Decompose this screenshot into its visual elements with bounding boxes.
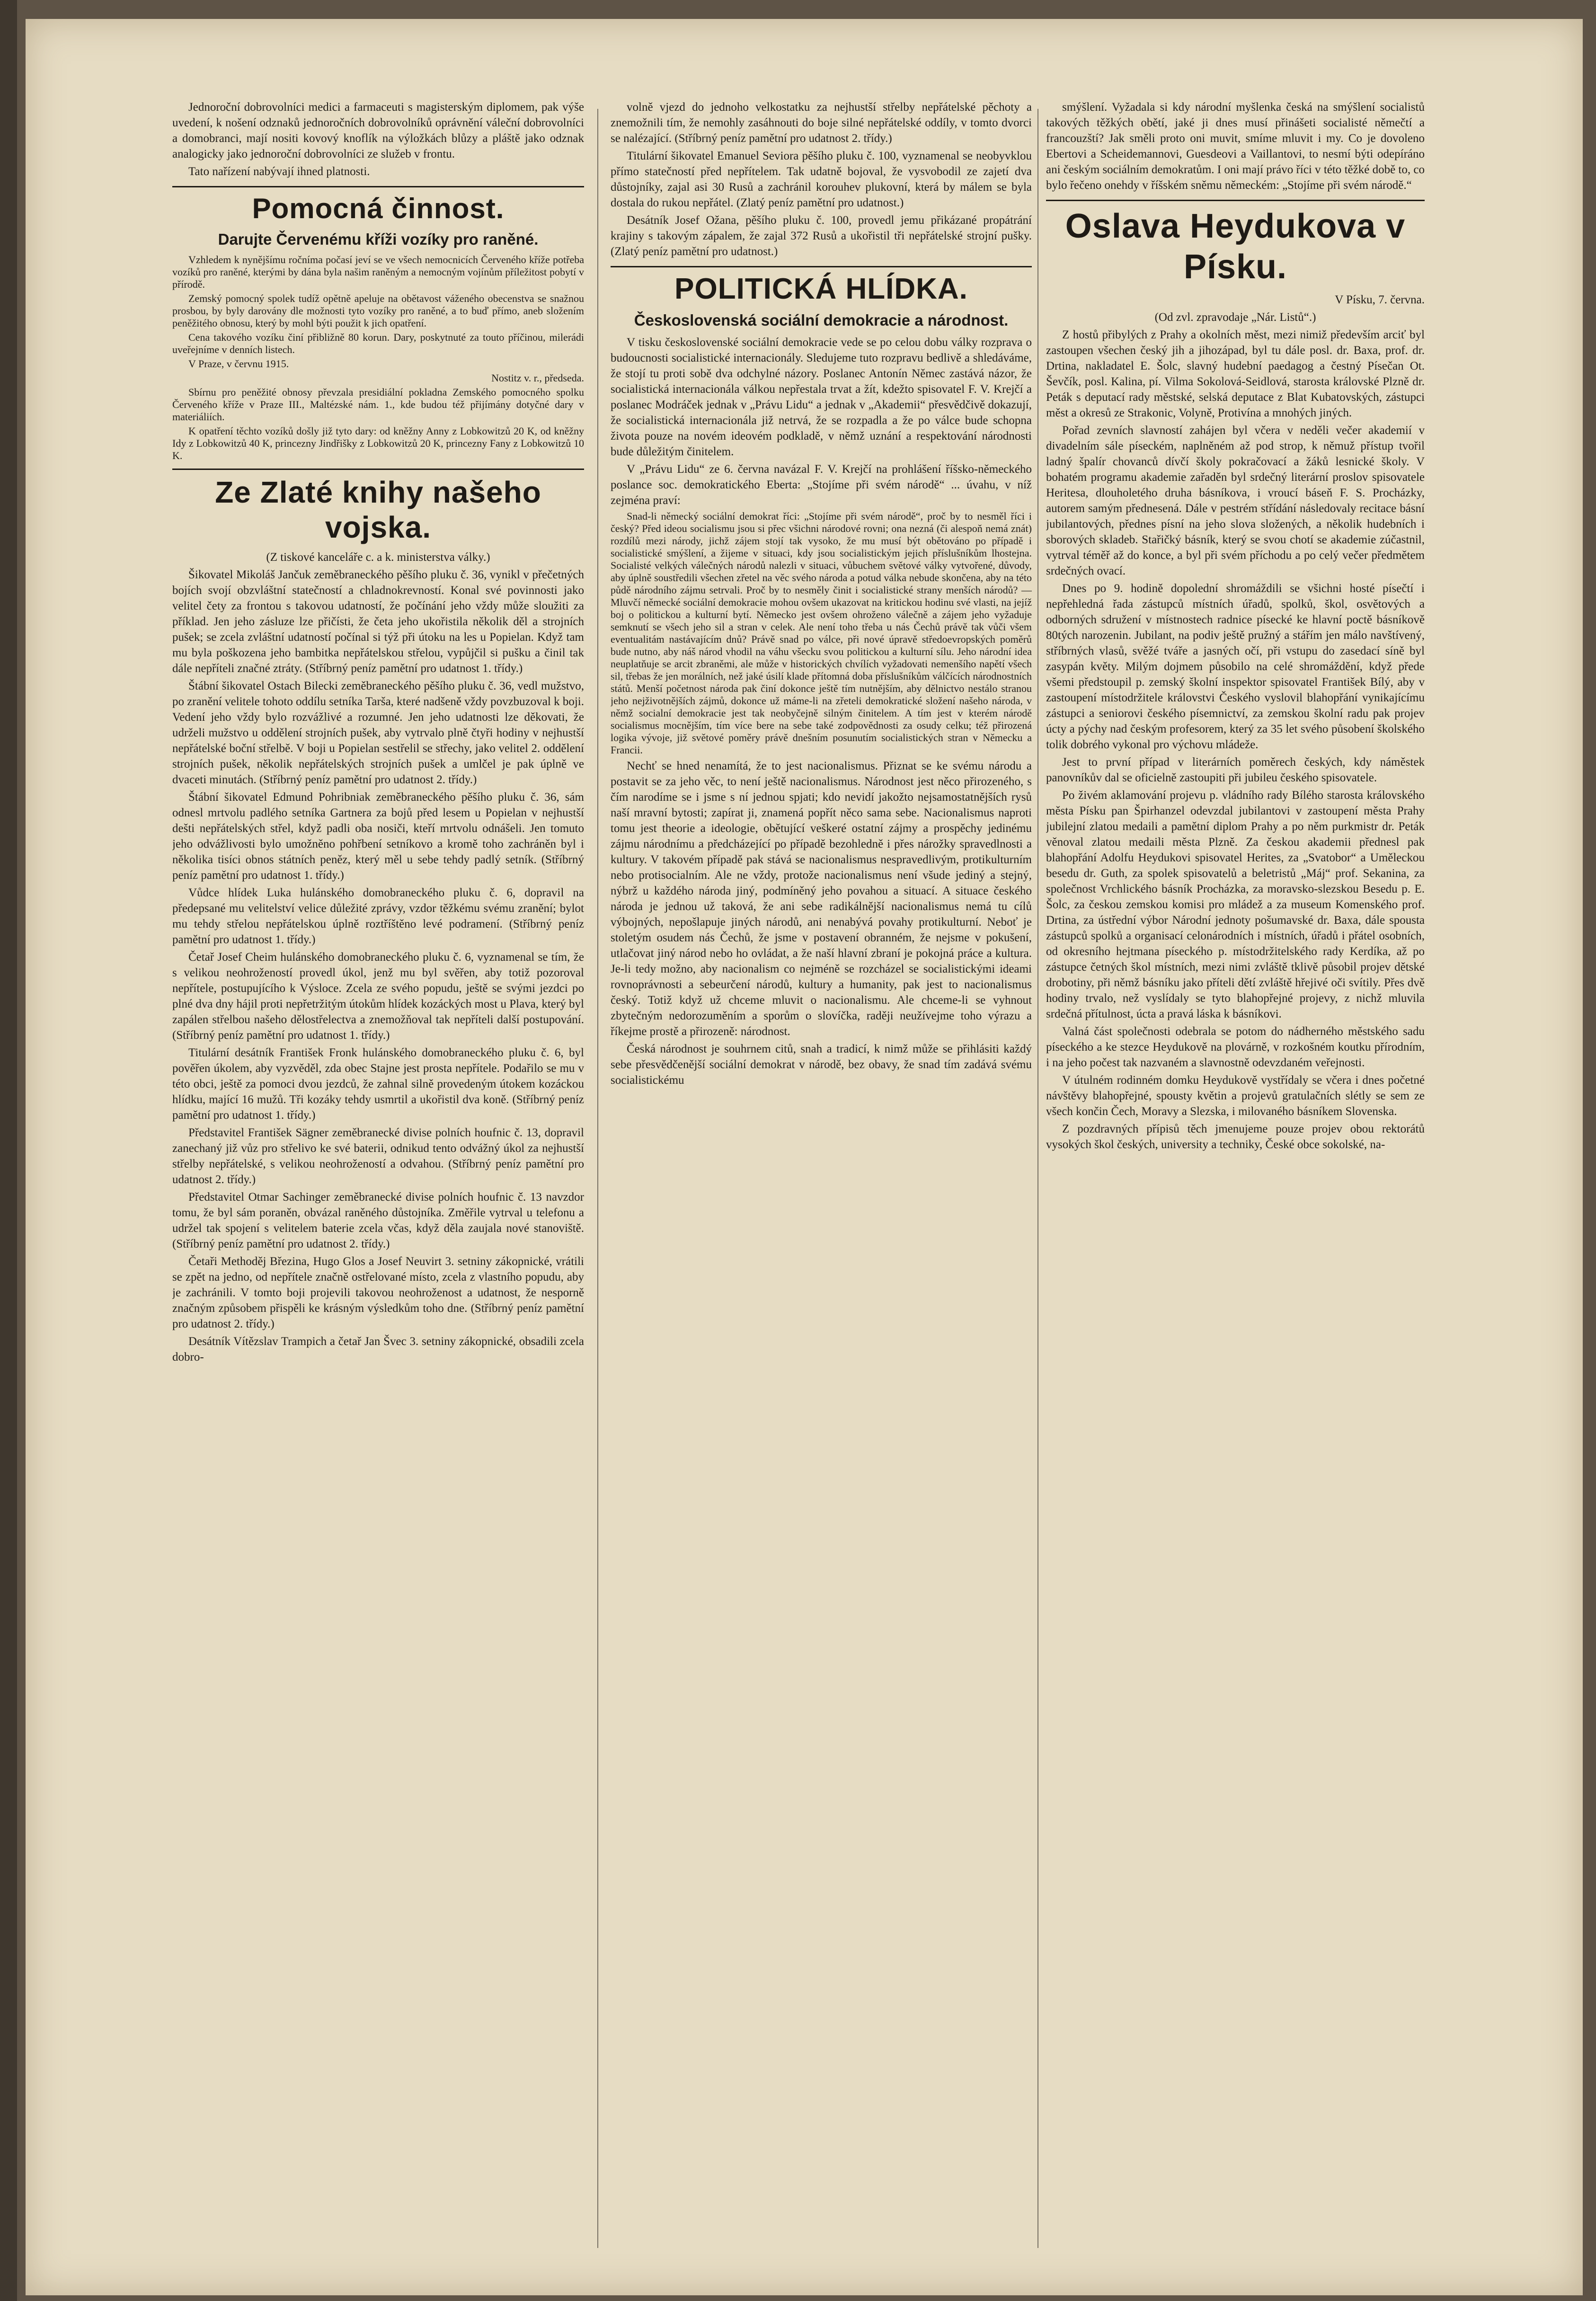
divider: [1046, 200, 1425, 201]
paragraph: Zemský pomocný spolek tudíž opětně apeluje na obětavost váženého obecenstva se snažnou prosbou, by byly darovány dle možnosti tyto vozíky pro raněné, a to buď přímo, aneb složením peněžitého obnosu, který by mohl býti použit k jich opatření.: [172, 292, 584, 329]
paragraph: Štábní šikovatel Ostach Bilecki zeměbraneckého pěšího pluku č. 36, vedl mužstvo, po zranění velitele tohoto oddílu setníka Tarša, které nadšeně vždy povzbuzoval k boji. Vedení jeho vždy bylo rozvážlivé a rozumné. Jen jeho udatnosti lze děkovati, že udrželi mužstvo u oddělení strojních pušek, aby vytrvalo plně čtyři hodiny v nejhustší nepřátelské boční střelbě. V boji u Popielan sestřelil se střechy, jako velitel 2. oddělení strojních pušek, několik nepřátelských strojních pušek a umlčel je pak úplně ve dvaceti minutách. (Stříbrný peníz pamětní pro udatnost 2. třídy.): [172, 680, 584, 786]
paragraph: Valná část společnosti odebrala se potom do nádherného městského sadu píseckého a ke stezce Heydukově na plovárně, v rozkošném koutku přírodním, i na jeho počest tak nazvaném a slavnostně odevzdaném veřejnosti.: [1046, 1025, 1425, 1069]
paragraph: Titulární desátník František Fronk hulánského domobraneckého pluku č. 6, byl pověřen úkolem, aby vyzvěděl, zda obec Stajne jest prosta nepřítele. Podařilo se mu v této obci, ještě za pomoci dvou jezdců, že zahnal silně provedeným útokem kozáckou hlídku, mající 16 mužů. Tři kozáky tehdy usmrtil a ukořistil dva koně. (Stříbrný peníz pamětní pro udatnost 1. třídy.): [172, 1046, 584, 1122]
source-note: (Z tiskové kanceláře c. a k. ministerstva války.): [266, 551, 490, 564]
paragraph: Desátník Vítězslav Trampich a četař Jan Švec 3. setniny zákopnické, obsadili zcela dobro-: [172, 1335, 584, 1363]
paragraph: volně vjezd do jednoho velkostatku za nejhustší střelby nepřátelské pěchoty a znemožnili tím, že nemohly zasáhnouti do boje silné nepřátelské oddíly, v tomto dvorci se nalézající. (Stříbrný peníz pamětní pro udatnost 2. třídy.): [611, 101, 1032, 145]
scan-edge: [0, 0, 17, 2301]
paragraph: Cena takového vozíku činí přibližně 80 korun. Dary, poskytnuté za touto příčinou, milerádi uveřejníme v denních listech.: [172, 331, 584, 355]
dateline: V Praze, v červnu 1915.: [188, 358, 289, 370]
quote-paragraph: Snad-li německý sociální demokrat říci: „Stojíme při svém národě“, proč by to nesměl říci i český? Před ideou socialismu jsou si přec všichni národové rovni; ona nezná (či alespoň nemá znát) rozdílů mezi národy, jichž zájem stojí tak vysoko, že mu musí být obětováno po případě i socialistické smýšlení, a žijeme v situaci, kdy jsou socialistickým jejich příslušníkům lhostejna. Socialisté velkých válečných národů nalezli v situaci, vůbuchem světové války vytvořené, důvody, aby úplně soustředili všechen zřetel na věc svého národa a potud válka nebude skončena, aby na této půdě národního zájmu setrvali. Proč by to nesměly činit i socialistické strany menších národů? — Mluvčí německé sociální demokracie mohou ovšem ukazovat na kritickou hodinu své vlasti, na jejíž boj o politickou a kulturní bytí. Německo jest ovšem ohroženo válečně a zájem jeho vyžaduje semknutí se všech jeho sil a stran v celek. Ale není toho třeba u nás Čechů právě tak vůči všem eventualitám nastávajícím dnů? Právě snad po válce, při nové úpravě středoevropských poměrů bude nutno, aby náš národ vhodil na váhu všecku svou politickou a kulturní sílu. Jeho národní idea neuplatňuje se arcit zbraněmi, ale může v historických chvílích vyžadovati nemenšího napětí všech sil, třebas že jen morálních, než jaké úsilí klade přítomná doba příslušníkům válčících národnostních států. Menší početnost národa pak činí dokonce ještě tím nutnějším, aby dělnictvo nestálo stranou jeho nejživotnějších zájmů, dokonce už máme-li na zřeteli demokratické složení našeho národa, v němž socialní demokracie jest tak neobyčejně silným činitelem. A tím jest v kterém národě socialismus mocnějším, tím více bere na sebe také zodpovědnosti za osudy celku; též přirozená logika vývoje, již světové poměry právě dnešním posunutím socialistických stran v Německu a Francii.: [611, 510, 1032, 756]
paragraph: Po živém aklamování projevu p. vládního rady Bílého starosta královského města Písku pan Špirhanzel odevzdal jubilantovi v zastoupení města Prahy jubilejní zlatou medaili a pamětní diplom Prahy a po něm purkmistr dr. Peták věnoval zlatou medaili města Plzně. Za českou akademii přednesl pak blahopřání Adolfu Heydukovi spisovatel Herites, za „Svatobor“ a Uměleckou besedu dr. Guth, za spolek spisovatelů a beletristů „Máj“ prof. Sekanina, za společnost Vrchlického básník Procházka, za moravsko-slezskou Besedu p. E. Šolc, za českou zemskou komisi pro mládež a za museum Komenského prof. Drtina, za ústřední výbor Národní jednoty pošumavské dr. Baxa, dále spousta zástupců spolků a organisací celonárodních i místních, úřadů i přátel osobních, od okresního hejtmana píseckého p. místodržitelského rady Kerdíka, až po zástupce četných škol místních, mezi nimi zvláště tklivě působil projev dětské drobotiny, při němž básníku jako příteli dětí zvláště hřejivé oči svítily. Přes dvě hodiny trvalo, než vyslídaly se tyto blahopřejné projevy, z nichž mluvila srdečná přítulnost, úcta a pravá láska k básníkovi.: [1046, 789, 1425, 1020]
paragraph: Sbírnu pro peněžité obnosy převzala presidiální pokladna Zemského pomocného spolku Červeného kříže v Praze III., Maltézské nám. 1., kde budou též přijímány dotyčné dary v materiáliích.: [172, 386, 584, 423]
section-heading: Oslava Heydukova v Písku.: [1065, 207, 1406, 286]
column-divider: [1037, 109, 1038, 2248]
column-3: [1046, 99, 1425, 2248]
paragraph: Česká národnost je souhrnem citů, snah a tradicí, k nimž může se přihlásiti každý sebe přesvědčenější sociální demokrat v národě, bez obavy, že snad tím zadává svému socialistickému: [611, 1043, 1032, 1087]
section-heading: POLITICKÁ HLÍDKA.: [674, 273, 968, 305]
paragraph: Představitel František Sägner zeměbranecké divise polních houfnic č. 13, dopravil zanechaný již vůz pro střelivo ke své baterii, odnikud tento odvážný úkol za nejhustší střelby nepřátelské, s velikou neohrožeností a odvahou. (Stříbrný peníz pamětní pro udatnost 2. třídy.): [172, 1126, 584, 1186]
paragraph: Dnes po 9. hodině dopolední shromáždili se všichni hosté písečtí i nepřehledná řada zástupců místních úřadů, spolků, škol, osvětových a odborných sdružení v místnostech radnice písecké ke hlavní poctě básníkově 80tých narozenin. Jubilant, na podiv ještě pružný a stářím jen málo navštívený, stříbrných vlasů, svěžé tváře a jasných očí, při vstupu do zasedací síně byl zasypán květy. Milým dojmem působilo na celé shromáždění, když přede všemi předstoupil p. zemský školní inspektor spisovatel František Bílý, aby v zastoupení místodržitele královstvi Českého vyslovil blahopřání vynikajícímu zástupci a seniorovi českého písemnictví, za zemskou školní radu pak projev úcty a pýchy nad českým profesorem, který za 35 let svého působení školského tolik dobrého vykonal pro výchovu mládeže.: [1046, 582, 1425, 751]
paragraph: Pořad zevních slavností zahájen byl včera v neděli večer akademií v divadelním sále píseckém, naplněném až pod strop, k němuž přístup tvořil ladný špalír chovanců dívčí školy pokračovací a žáků lesnické školy. V bohatém programu akademie zařaděn byl srdečný literární proslov spisovatele Heritesa, dlouholetého druha básníkova, i vroucí báseň F. S. Procházky, autorem samým přednesená. Dále v pestrém střídání následovaly recitace básní jubilantových, přednes písní na jeho slova složených, a několik hudebních i sborových skladeb. Stařičký básník, který se svou chotí se akademie zúčastnil, vytrval téměř až do konce, a byl při svém příchodu a po celý večer předmětem srdečných ovací.: [1046, 424, 1425, 577]
paragraph: Tato nařízení nabývají ihned platnosti.: [188, 165, 370, 178]
paragraph: Představitel Otmar Sachinger zeměbranecké divise polních houfnic č. 13 navzdor tomu, že byl sám poraněn, obvázal raněného důstojníka. Změřile vytrval u telefonu a udržel tak spojení s velitelem baterie zcela včas, když děla zaujala nové stanoviště. (Stříbrný peníz pamětní pro udatnost 2. třídy.): [172, 1191, 584, 1250]
paragraph: Z pozdravných přípisů těch jmenujeme pouze projev obou rektorátů vysokých škol českých, university a techniky, České obce sokolské, na-: [1046, 1123, 1425, 1151]
dateline: V Písku, 7. června.: [1335, 293, 1425, 306]
paragraph: Titulární šikovatel Emanuel Seviora pěšího pluku č. 100, vyznamenal se neobyvklou přímo statečností před nepřítelem. Tak udatně bojoval, že vysvobodil ze zajetí dva důstojníky, zajal asi 30 Rusů a zachránil korouhev plukovní, která by málem se byla dostala do rukou nepřátel. (Zlatý peníz pamětní pro udatnost.): [611, 150, 1032, 209]
column-divider: [597, 109, 598, 2248]
paragraph: Četař Josef Cheim hulánského domobraneckého pluku č. 6, vyznamenal se tím, že s velikou neohrožeností provedl úkol, jenž mu byl svěřen, aby totiž pozoroval nepřítele, postupujícího k Výsloce. Zcela ze svého popudu, ještě se svými jezdci po plné dva dny hájil proti nepřetržitým útokům hlídek kozáckých most u Plava, který byl zapálen střelbou našeho dělostřelectva a znemožňoval tak nepříteli další postupování. (Stříbrný peníz pamětní pro udatnost 1. třídy.): [172, 951, 584, 1042]
paragraph: V „Právu Lidu“ ze 6. června navázal F. V. Krejčí na prohlášení říšsko-německého poslance soc. demokratického Eberta: „Stojíme při svém národě“ ... úvahu, v níž zejména praví:: [611, 463, 1032, 507]
divider: [172, 186, 584, 187]
correspondent-note: (Od zvl. zpravodaje „Nár. Listů“.): [1154, 311, 1316, 324]
paragraph: Štábní šikovatel Edmund Pohribniak zeměbraneckého pěšího pluku č. 36, sám odnesl mrtvolu padlého setníka Gartnera za bojů před lesem u Popielan v nejhustší dešti nepřátelských střel, když padli oba nosiči, kteří mrtvolu odnášeli. Jen tomuto jeho odvážlivosti bylo umožněno pohřbení setníkovo a kromě toho zachráněn byl i několika tisíci obnos státních peněz, který měl u sebe tehdy padlý setník. (Stříbrný peníz pamětní pro udatnost 1. třídy.): [172, 791, 584, 882]
paragraph: Z hostů přibylých z Prahy a okolních měst, mezi nimiž především arciť byl zastoupen všechen český jih a jihozápad, byl tu dále posl. dr. Baxa, prof. dr. Drtina, nakladatel E. Šolc, slavný hudební paedagog a čestný Písečan Ot. Ševčík, posl. Kalina, pí. Vilma Sokolová-Seidlová, starosta královské Plzně dr. Peták s deputací rady městské, selská deputace z Blat Kubatovských, zástupci měst a okresů ze Strakonic, Volyně, Protivína a mnohých jiných.: [1046, 328, 1425, 419]
section-heading: Ze Zlaté knihy našeho vojska.: [215, 475, 541, 544]
column-1: [172, 99, 584, 2248]
paragraph: Jest to první případ v literárních poměrech českých, kdy náměstek panovníkův dal se oficielně zastoupiti při jubileu českého spisovatele.: [1046, 756, 1425, 784]
paragraph: Jednoroční dobrovolníci medici a farmaceuti s magisterským diplomem, pak výše uvedení, k nošení odznaků jednoročních dobrovolníků oprávnění váleční dobrovolníci a domobranci, mají nositi kovový knoflík na výložkách blůzy a pláště jako odznak analogicky jako jednoroční dobrovolníci ze služeb v frontu.: [172, 101, 584, 160]
paragraph: smýšlení. Vyžadala si kdy národní myšlenka česká na smýšlení socialistů takových těžkých obětí, jaké ji dnes musí přinášeti socialisté němečtí a francouzští? Jak směli proto oni muvit, smíme mluvit i my. Co je dovoleno Ebertovi a Scheidemannovi, Guesdeovi a Vaillantovi, to nesmí býti odepíráno ani českým sociálním demokratům. I oni mají právo říci v této těžké době to, co bylo řečeno onehdy v říšském sněmu německém: „Stojíme při svém národě.“: [1046, 101, 1425, 192]
paragraph: Nechť se hned nenamítá, že to jest nacionalismus. Přiznat se ke svému národu a postavit se za jeho věc, to není ještě nacionalismus. Národnost jest něco přirozeného, s čím narodíme se i jsme s ní jednou spjati; kdo nevidí jakožto nejsamostatnějších rysů naší mravní bytosti; zapírat ji, znamená popřít něco sama sebe. Nacionalismus naproti tomu jest theorie a ideologie, obětující veškeré ostatní zájmy a prospěchy jedinému zájmu národnímu a předcházející po případě bezohledně i přes nárožky spravedlnosti a kultury. V takovém případě pak stává se nacionalismus nespravedlivým, protikulturním nebo protisocialním. Ale ne vždy, protože nacionalismus není všude jediný a stejný, nýbrž u každého národa jiný, podmíněný jeho povahou a situací. A situace českého národa je jednou už taková, že ani sebe radikálnější nacionalismus nemá tu cílů výbojných, nepošlapuje jiných národů, ani nenabývá povahy protikulturní. Neboť je stoletým osudem nás Čechů, že jsme v postavení obranném, že nejsme v pokušení, utlačovat jiný národ nebo ho ovládat, a že naší hlavní zbraní je pokojná práce a kultura. Je-li tedy možno, aby nacionalism co nejméně se rozcházel se socialistickými ideami rovnoprávnosti a sebeurčení národů, kultury a humanity, pak jest to nacionalismus český. Totiž když už chceme mluvit o nacionalismu. Ale chceme-li se vyhnout zbytečným nedorozuměním a sporům o slovíčka, raději neužívejme toho výrazu a říkejme prostě a přirozeně: národnost.: [611, 760, 1032, 1038]
paragraph: Desátník Josef Ožana, pěšího pluku č. 100, provedl jemu přikázané propátrání krajiny s takovým zápalem, že zajal 372 Rusů a ukořistil tři nepřátelské strojní pušky. (Zlatý peníz pamětní pro udatnost.): [611, 214, 1032, 258]
article-subheading: Darujte Červenému kříži vozíky pro raněné.: [218, 230, 539, 248]
paragraph: Šikovatel Mikoláš Jančuk zeměbraneckého pěšího pluku č. 36, vynikl v přečetných bojích svojí obzvláštní statečností a chladnokrevností. Konal své povinnosti jako velitel čety za frontou s takovou udatností, že počínání jeho vždy může sloužiti za příklad. Jen jeho zásluze lze přičísti, že četa jeho ukořistila několik děl a strojních pušek; se zcela zvláštní udatností počínal si týž při útoku na les u Popielan. Když tam mu byla poškozena jeho bambitka nepřátelskou střelou, vypůjčil si pušku a činil tak dále nepříteli značné ztráty. (Stříbrný peníz pamětní pro udatnost 1. třídy.): [172, 568, 584, 675]
signature: Nostitz v. r., předseda.: [491, 372, 584, 384]
paragraph: Vzhledem k nynějšímu ročníma počasí jeví se ve všech nemocnicích Červeného kříže potřeba vozíků pro raněné, kterými by dána byla našim raněným a nemocným vojínům příležitost pobytí v přírodě.: [172, 254, 584, 290]
section-heading: Pomocná činnost.: [252, 193, 505, 224]
divider: [611, 266, 1032, 267]
column-2: [611, 99, 1032, 2248]
article-subheading: Československá sociální demokracie a národnost.: [634, 311, 1009, 329]
paragraph: V tisku československé sociální demokracie vede se po celou dobu války rozprava o budoucnosti socialistické internacionály. Sledujeme tuto rozpravu bedlivě a shledáváme, že stojí tu proti sobě dva odchylné názory. Poslanec Antonín Němec zastává názor, že socialistická internacionála válkou nepřestala trvat a žít, kdežto spisovatel F. V. Krejčí a poslanec Modráček jednak v „Právu Lidu“ a jednak v „Akademii“ přesvědčivě dokazují, že socialistická internacionála již netrvá, že se rozpadla a že po válce bude schopna života pouze na novém ideovém podkladě, v němž uznání a respektování národnosti bude důležitým činitelem.: [611, 336, 1032, 458]
divider: [172, 469, 584, 470]
paragraph: V útulném rodinném domku Heydukově vystřídaly se včera i dnes početné návštěvy blahopřejné, spousty květin a projevů gratulačních slétly se sem ze všech končin Čech, Moravy a Slezska, i milovaného básníkem Slovenska.: [1046, 1074, 1425, 1118]
paragraph: Vůdce hlídek Luka hulánského domobraneckého pluku č. 6, dopravil na předepsané mu velitelství velice důležité zprávy, vzdor těžkému svému zranění; bylot mu tehdy střelou nepřátelskou úplně roztříštěno levé podramení. (Stříbrný peníz pamětní pro udatnost 1. třídy.): [172, 886, 584, 946]
paragraph: K opatření těchto vozíků došly již tyto dary: od kněžny Anny z Lobkowitzů 20 K, od kněžny Idy z Lobkowitzů 40 K, princezny Jindřišky z Lobkowitzů 20 K, princezny Fany z Lobkowitzů 10 K.: [172, 425, 584, 461]
paragraph: Četaři Methoděj Březina, Hugo Glos a Josef Neuvirt 3. setniny zákopnické, vrátili se zpět na jedno, od nepřítele značně ostřelované místo, zcela z vlastního popudu, aby je zachránili. V tomto boji projevili takovou neohroženost a udatnost, že nesporně značným způsobem přispěli ke krásným výsledkům toho dne. (Stříbrný peníz pamětní pro udatnost 2. třídy.): [172, 1255, 584, 1330]
